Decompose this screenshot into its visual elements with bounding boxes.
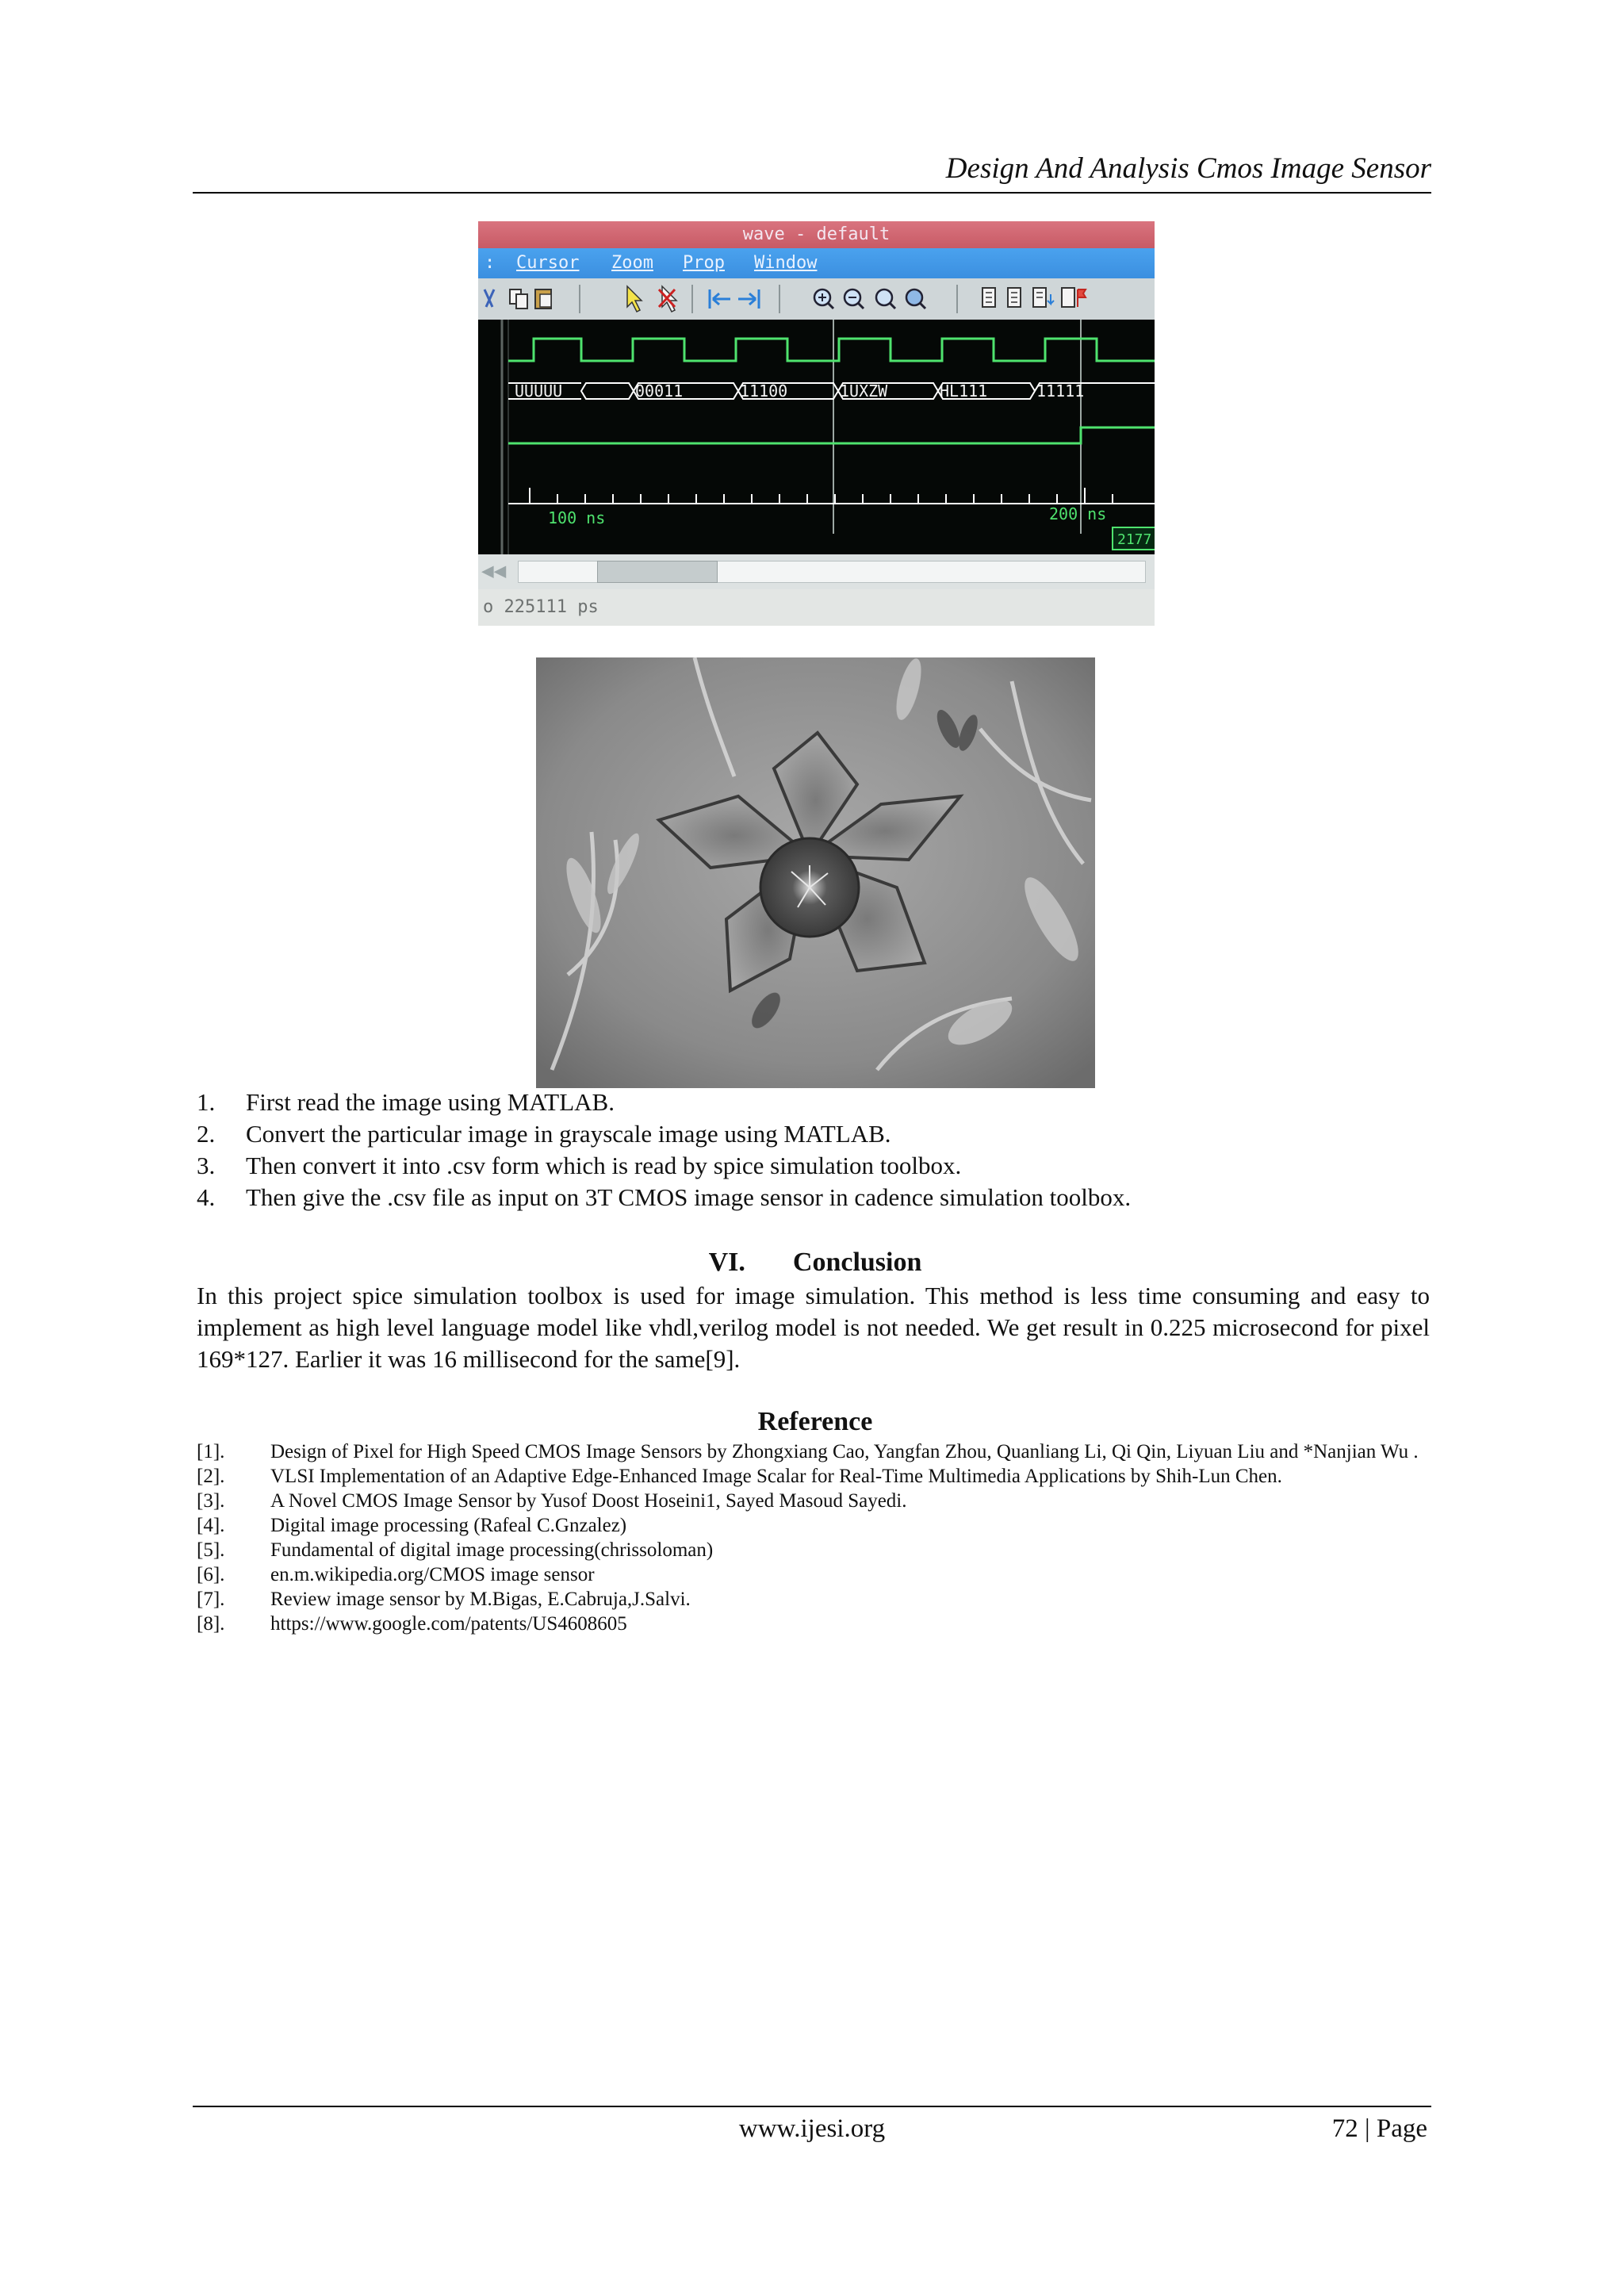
find-down-icon [1008, 288, 1021, 307]
find-up-icon [982, 288, 995, 307]
step-number: 1. [197, 1088, 216, 1116]
reference-text: Digital image processing (Rafeal C.Gnzalez) [270, 1515, 627, 1536]
wave-scrollbar [478, 554, 1155, 589]
find-next-icon [1033, 288, 1054, 307]
step-number: 4. [197, 1183, 216, 1211]
reference-number: [2]. [197, 1466, 225, 1487]
reference-text: VLSI Implementation of an Adaptive Edge-Enhanced Image Scalar for Real-Time Multimedia Applications by Shih-Lun Chen. [270, 1466, 1282, 1487]
cursor-left-icon [710, 289, 730, 309]
list-item [197, 1513, 1431, 1538]
conclusion-heading [197, 1247, 1434, 1278]
reference-number: [6]. [197, 1564, 225, 1585]
section-number: VI. [708, 1248, 745, 1277]
time-label-100ns: 100 ns [548, 508, 606, 527]
list-item [197, 1118, 1434, 1150]
list-item [197, 1087, 1434, 1118]
list-item [197, 1489, 1431, 1513]
reference-text: en.m.wikipedia.org/CMOS image sensor [270, 1564, 595, 1585]
running-header [193, 152, 1431, 194]
scroll-thumb [597, 561, 718, 583]
list-item [197, 1150, 1434, 1182]
reference-text: Fundamental of digital image processing(chrissoloman) [270, 1539, 714, 1561]
waveform-screenshot [478, 221, 1155, 626]
enable-waveform [508, 427, 1155, 443]
reference-text: https://www.google.com/patents/US4608605 [270, 1613, 627, 1635]
reference-number: [3]. [197, 1490, 225, 1512]
step-text: Then give the .csv file as input on 3T CMOS image sensor in cadence simulation toolbox. [246, 1183, 1132, 1211]
header-title: Design And Analysis Cmos Image Sensor [945, 152, 1431, 185]
wave-status-bar: o 225111 ps [478, 589, 1155, 626]
bus-value-0: UUUUU [515, 381, 563, 401]
reference-number: [1]. [197, 1441, 225, 1462]
waveform-plot-area [478, 320, 1155, 554]
zoom-full-icon [906, 289, 925, 309]
wave-toolbar [478, 278, 1155, 321]
menu-edge: : [485, 253, 496, 273]
scroll-left-icon: ◀◀ [481, 559, 507, 583]
reference-text: Review image sensor by M.Bigas, E.Cabruja,J.Salvi. [270, 1589, 691, 1610]
list-item [197, 1538, 1431, 1562]
bus-value-3: 1UXZW [840, 381, 888, 401]
clock-waveform [508, 339, 1155, 361]
delete-cursor-icon [659, 286, 676, 312]
footer-rule [193, 2106, 1431, 2107]
zoom-in-icon [814, 289, 833, 309]
list-item [197, 1587, 1431, 1612]
zoom-out-icon [845, 289, 864, 309]
reference-number: [5]. [197, 1539, 225, 1561]
steps-list [197, 1087, 1434, 1213]
zoom-fit-icon [876, 289, 895, 309]
list-item [197, 1562, 1431, 1587]
step-text: Convert the particular image in grayscale image using MATLAB. [246, 1120, 891, 1148]
reference-number: [8]. [197, 1613, 225, 1635]
menu-item-cursor: Cursor [516, 253, 580, 273]
paste-icon [535, 289, 551, 309]
list-item [197, 1612, 1431, 1636]
wave-window-title: wave - default [478, 221, 1155, 248]
footer-website: www.ijesi.org [738, 2114, 886, 2143]
reference-text: Design of Pixel for High Speed CMOS Image Sensors by Zhongxiang Cao, Yangfan Zhou, Quanliang Li, Qi Qin, Liyuan Liu and *Nanjian Wu . [270, 1441, 1419, 1462]
time-label-200ns: 200 ns [1049, 504, 1107, 523]
list-item [197, 1464, 1431, 1489]
footer-page-number: 72 | Page [1331, 2114, 1427, 2143]
find-flag-icon [1062, 288, 1086, 307]
bus-value-1: 00011 [635, 381, 684, 401]
list-item [197, 1182, 1434, 1213]
menu-item-prop: Prop [683, 253, 725, 273]
reference-heading: Reference [757, 1407, 873, 1436]
select-pointer-icon [627, 286, 642, 312]
bus-value-4: HL111 [940, 381, 988, 401]
cursor-right-icon [738, 289, 759, 309]
section-title: Conclusion [792, 1248, 922, 1277]
reference-number: [4]. [197, 1515, 225, 1536]
step-text: First read the image using MATLAB. [246, 1088, 615, 1116]
reference-number: [7]. [197, 1589, 225, 1610]
copy-icon [510, 289, 527, 309]
reference-list [197, 1439, 1431, 1636]
bus-value-5: 11111 [1036, 381, 1085, 401]
cut-icon [485, 289, 494, 307]
step-number: 3. [197, 1152, 216, 1179]
grayscale-flower-image [536, 657, 1095, 1088]
menu-item-window: Window [754, 253, 818, 273]
menu-item-zoom: Zoom [611, 253, 653, 273]
wave-menu-bar [478, 248, 1155, 278]
step-text: Then convert it into .csv form which is read by spice simulation toolbox. [246, 1152, 962, 1179]
step-number: 2. [197, 1120, 216, 1148]
cursor-readout: 2177 [1117, 531, 1152, 548]
reference-text: A Novel CMOS Image Sensor by Yusof Doost Hoseini1, Sayed Masoud Sayedi. [270, 1490, 907, 1512]
conclusion-paragraph: In this project spice simulation toolbox is used for image simulation. This method is less time consuming and easy to implement as high level language model like vhdl,verilog model is not needed. We get result in 0.225 microsecond for pixel 169*127. Earlier it was 16 millisecond for the same[9]. [197, 1282, 1430, 1373]
bus-value-2: 11100 [740, 381, 788, 401]
list-item [197, 1439, 1431, 1464]
